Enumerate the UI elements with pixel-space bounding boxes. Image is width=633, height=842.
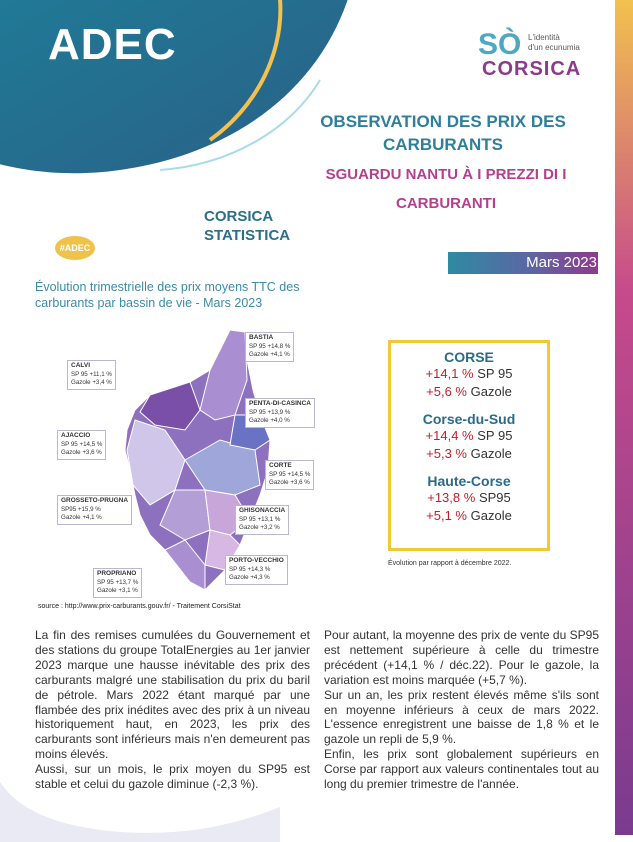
summary-corse: CORSE +14,1 % SP 95 +5,6 % Gazole [425,349,513,399]
map-label-grosseto-prugna: GROSSETO-PRUGNA SP95 +15,9 % Gazole +4,1 % [57,495,132,525]
logo-tagline: L'identità d'un ecunumia [528,33,580,52]
evolution-note: Évolution par rapport à décembre 2022. [388,560,512,567]
map-title: Évolution trimestrielle des prix moyens TTC des carburants par bassin de vie - Mars 2023 [35,280,300,310]
so-logo-mark: SÒ [478,28,522,61]
map-label-propriano: PROPRIANO SP 95 +13,7 % Gazole +3,1 % [93,568,142,598]
title-french: OBSERVATION DES PRIX DES CARBURANTS [320,112,566,154]
summary-haute-corse: Haute-Corse +13,8 % SP95 +5,1 % Gazole [426,473,512,523]
right-gradient-bar [615,0,633,835]
body-right-column: Pour autant, la moyenne des prix de vente du SP95 est nettement supérieure à celle du trimestre précédent (+14,1 % / déc.22). Pour le gazole, la variation est moins marquée (+5,7 %). Sur un an, les prix restent élevés même s'ils sont en moyenne inférieurs à ceux de mars 2022. L'essence enregistrent une baisse de 1,8 % et le gazole un repli de 5,9 %. Enfin, les prix sont globalement supérieurs en Corse par rapport aux valeurs continentales tout au long du premier trimestre de l'année. [324,628,599,792]
map-label-ghisonaccia: GHISONACCIA SP 95 +13,1 % Gazole +3,2 % [235,505,289,535]
map-label-porto-vecchio: PORTO-VECCHIO SP 95 +14,3 % Gazole +4,3 % [225,555,288,585]
map-label-bastia: BASTIA SP 95 +14,8 % Gazole +4,1 % [245,332,294,362]
corsica-statistica-label: CORSICA STATISTICA [204,208,291,244]
map-source: source : http://www.prix-carburants.gouv.fr/ - Traitement CorsiStat [38,603,241,610]
map-label-corte: CORTE SP 95 +14,5 % Gazole +3,6 % [265,460,314,490]
title-corsican: SGUARDU NANTU À I PREZZI DI I CARBURANTI [325,166,567,212]
body-left-column: La fin des remises cumulées du Gouvernement et des stations du groupe TotalEnergies au 1er janvier 2023 marque une hausse inévitable des prix des carburants malgré une stabilisation du prix du baril de pétrole. Mars 2022 étant marqué par une flambée des prix inédites avec des prix à un niveau historiquement haut, en 2023, les prix des carburants sont inférieurs mais n'en demeurent pas moins élevés. Aussi, sur un mois, le prix moyen du SP95 est stable et celui du gazole diminue (-2,3 %). [35,628,310,792]
map-label-penta-di-casinca: PENTA-DI-CASINCA SP 95 +13,9 % Gazole +4,0 % [245,398,315,428]
hashtag-badge: #ADEC [55,236,95,260]
footer-wave-shape [0,752,280,842]
summary-box [388,340,550,551]
corsica-logo-text: CORSICA [482,58,582,80]
publication-date: Mars 2023 [526,254,597,271]
map-label-calvi: CALVI SP 95 +11,1 % Gazole +3,4 % [67,360,116,390]
corsica-map [55,320,335,600]
summary-corse-du-sud: Corse-du-Sud +14,4 % SP 95 +5,3 % Gazole [422,411,516,461]
adec-logo: ADEC [48,20,177,69]
map-label-ajaccio: AJACCIO SP 95 +14,5 % Gazole +3,6 % [57,430,106,460]
